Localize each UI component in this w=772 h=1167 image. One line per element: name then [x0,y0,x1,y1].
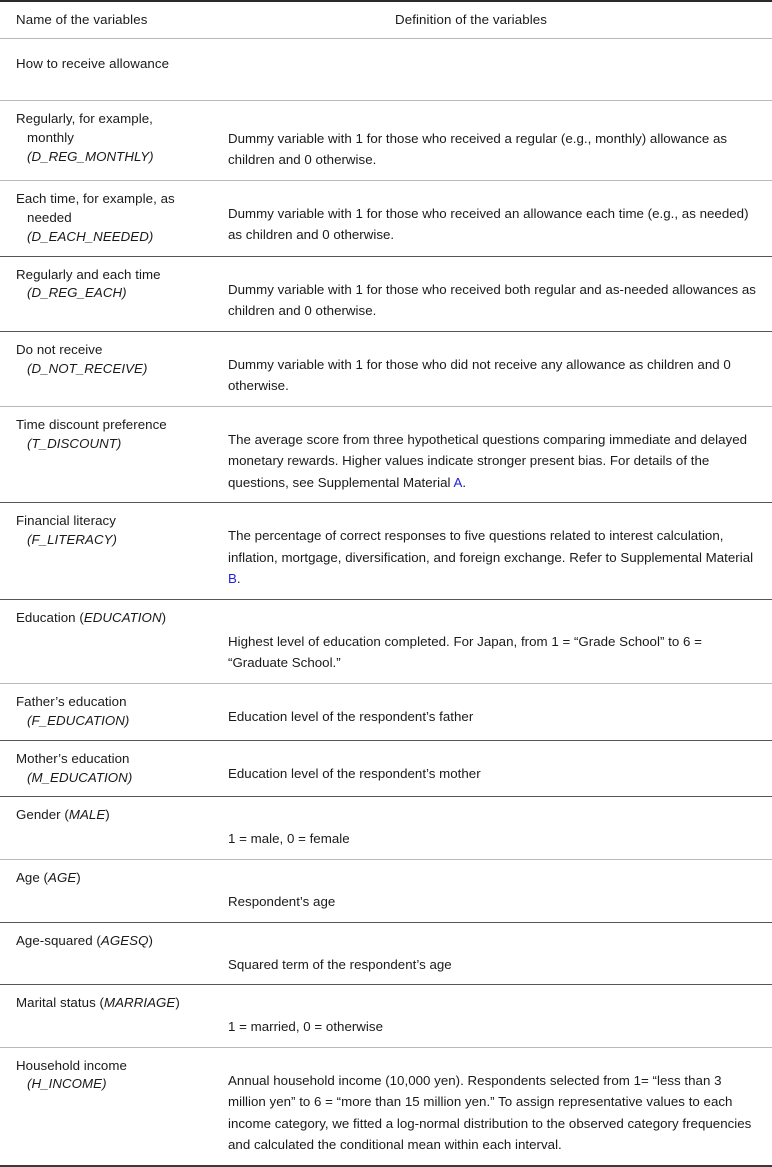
variable-definition-cell [228,985,772,1048]
variable-name-cell [0,100,228,180]
variable-code: (D_REG_MONTHLY) [27,148,154,164]
table-row [0,922,772,985]
table-header-row [0,1,772,38]
variable-definition-text: 1 = male, 0 = female [228,831,350,847]
table-row [0,599,772,683]
variable-code: (H_INCOME) [27,1076,107,1092]
variable-code: (F_LITERACY) [27,532,117,548]
variable-name-cell [0,859,228,922]
variable-definition-text: Highest level of education completed. For Japan, from 1 = “Grade School” to 6 = “Graduate School.” [228,633,702,671]
variable-name-line: Age (AGE) [16,869,81,885]
variable-code: MALE [68,807,106,823]
variable-name-line: Regularly, for example, [16,110,153,126]
variable-name-cell [0,740,228,797]
variable-name-line: Father’s education [16,693,127,709]
variable-definition-text: Dummy variable with 1 for those who received a regular (e.g., monthly) allowance as children and 0 otherwise. [228,130,728,168]
table-row [0,406,772,503]
table-row [0,797,772,860]
supplemental-material-b-link[interactable]: B [228,571,237,587]
supplemental-material-a-link[interactable]: A [453,474,463,490]
section-label-row [0,38,772,100]
definition-text-before-link: The average score from three hypothetical questions comparing immediate and delayed monetary rewards. Higher values indicate stronger present bias. For details of the questions, see Supplemental Material [228,431,748,490]
variable-definition-cell [228,683,772,740]
variable-definition-cell [228,180,772,256]
variable-definition-cell [228,859,772,922]
variable-name-line: Education (EDUCATION) [16,609,167,625]
variable-definition-text [228,525,762,590]
variable-definition-text: Dummy variable with 1 for those who received an allowance each time (e.g., as needed) as children and 0 otherwise. [228,205,749,243]
variable-definition-text: 1 = married, 0 = otherwise [228,1019,383,1035]
variable-name-cell [0,1047,228,1166]
variable-definition-cell [228,100,772,180]
variable-name-line: Time discount preference [16,416,167,432]
variable-name-line: Age-squared (AGESQ) [16,932,153,948]
variable-definition-text: Education level of the respondent’s father [228,708,474,724]
variable-definition-cell [228,331,772,406]
variable-name-cell [0,985,228,1048]
variable-name-line: Regularly and each time [16,266,161,282]
variable-name-line: Each time, for example, as [16,190,175,206]
table-row [0,683,772,740]
variable-code: EDUCATION [83,609,162,625]
variable-definition-text: Education level of the respondent’s mother [228,765,481,781]
variable-code: (D_EACH_NEEDED) [27,228,154,244]
variable-definition-text: Respondent’s age [228,893,336,909]
variable-definition-cell [228,599,772,683]
table-row [0,859,772,922]
section-label: How to receive allowance [0,38,228,100]
variable-name-cell [0,180,228,256]
variable-code: AGE [48,869,77,885]
variable-name-cell [0,503,228,600]
variable-definition-cell [228,922,772,985]
variable-name-cell [0,406,228,503]
table-row [0,180,772,256]
variable-name-line: Financial literacy [16,513,116,529]
table-row [0,256,772,331]
variable-code: (D_NOT_RECEIVE) [27,360,148,376]
variable-name-cell [0,331,228,406]
variable-name-cell [0,922,228,985]
variable-code: (M_EDUCATION) [27,769,133,785]
variable-name-line: needed [27,209,72,225]
variable-name-line: Do not receive [16,341,103,357]
variable-name-cell [0,256,228,331]
definition-text-before-link: The percentage of correct responses to five questions related to interest calculation, inflation, mortgage, diversification, and foreign exchange. Refer to Supplemental Material [228,528,754,565]
column-header-name: Name of the variables [0,1,228,38]
variable-name-line: Gender (MALE) [16,807,110,823]
variable-code: MARRIAGE [104,995,176,1011]
table-row [0,503,772,600]
variable-definition-cell [228,1047,772,1166]
definition-text-after-link: . [462,474,467,490]
variable-definition-text: Annual household income (10,000 yen). Respondents selected from 1= “less than 3 million yen” to 6 = “more than 15 million yen.” To assign representative values to each income category, we fitted a log-normal distribution to the observed category frequencies and calculated the conditional mean within each interval. [228,1072,752,1153]
variable-definition-cell [228,797,772,860]
variable-name-cell [0,797,228,860]
table-row [0,985,772,1048]
column-header-definition: Definition of the variables [228,1,772,38]
variable-definition-cell [228,740,772,797]
variable-name-line: Marital status (MARRIAGE) [16,995,180,1011]
variable-definition-text: Dummy variable with 1 for those who did not receive any allowance as children and 0 otherwise. [228,356,731,394]
variable-name-line: Mother’s education [16,750,130,766]
variable-code: (D_REG_EACH) [27,285,127,301]
variable-definition-cell [228,256,772,331]
table-row [0,740,772,797]
variable-name-cell [0,683,228,740]
variable-definition-text: Dummy variable with 1 for those who received both regular and as-needed allowances as children and 0 otherwise. [228,281,756,319]
variable-definition-text: Squared term of the respondent’s age [228,956,452,972]
variable-name-line: Household income [16,1057,127,1073]
table-row [0,100,772,180]
table-row [0,331,772,406]
variable-definition-cell [228,406,772,503]
variable-code: AGESQ [100,932,149,948]
section-label-definition-empty [228,38,772,100]
definition-text-after-link: . [236,571,241,587]
variable-code: (T_DISCOUNT) [27,435,122,451]
table-row [0,1047,772,1166]
variable-code: (F_EDUCATION) [27,712,130,728]
variable-name-cell [0,599,228,683]
variable-name-line: monthly [27,129,74,145]
variable-definition-cell [228,503,772,600]
variable-definition-text [228,429,762,494]
